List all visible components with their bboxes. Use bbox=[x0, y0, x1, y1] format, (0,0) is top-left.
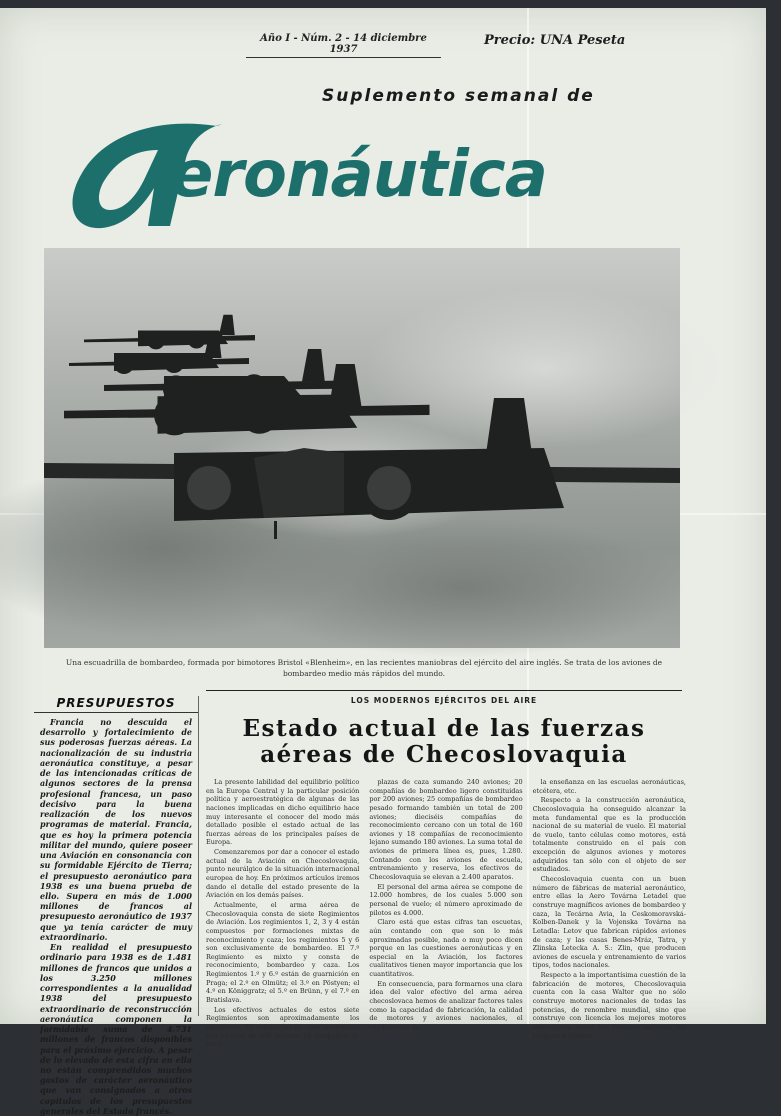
bomber-squadron-image bbox=[44, 248, 680, 648]
bomber-photo bbox=[44, 248, 680, 648]
sidebar-paragraph: En realidad el presupuesto ordinario para 1938 es de 1.481 millones de francos que unidos a los 3.250 millones correspondientes a la anualidad 1938 del presupuesto extraordinario de reconstrucción aeronáutica componen la formidable suma de 4.731 millones de francos disponibles para el próximo ejercicio. A pesar de lo elevado de esta cifra en ella no están comprendidos muchos gastos de carácter aeronáutico que van consignados a otros capítulos de los presupuestos generales del Estado francés. bbox=[40, 942, 192, 1116]
article-paragraph: En consecuencia, para formarnos una clara idea del valor efectivo del arma aérea checoslovaca hemos de analizar factores tales como la capacidad de fabricación, la calidad de motores y aviones nacionales, el rendimiento de bbox=[369, 979, 523, 1031]
article-column-1 bbox=[206, 778, 360, 1049]
article-column-3 bbox=[532, 778, 686, 1040]
article-paragraph: Respecto a la construcción aeronáutica, Checoslovaquia ha conseguido alcanzar la meta fundamental que es la producción nacional de su material de vuelo. El material de vuelo, tanto células como motores, está totalmente construido en el país con excepción de algunos aviones y motores adquiridos tan sólo con el objeto de ser estudiados. bbox=[532, 796, 686, 874]
article-paragraph: la enseñanza en las escuelas aeronáuticas, etcétera, etc. bbox=[532, 778, 686, 795]
article-paragraph: Actualmente, el arma aérea de Checoslovaquia consta de siete Regimientos de Aviación. Los regimientos 1, 2, 3 y 4 están compuestos por formaciones mixtas de reconocimiento y caza; los regimientos 5 y 6 son exclusivamente de bombardeo. El 7.º Regimiento es mixto y consta de reconocimiento, bombardeo y caza. Los Regimientos 1.º y 6.º están de guarnición en Praga; el 2.º en Olmütz; el 3.º en Pöstyen; el 4.º en Königgratz; el 5.º en Brünn, y el 7.º en Bratislava. bbox=[206, 900, 360, 1005]
price: Precio: UNA Peseta bbox=[484, 33, 626, 48]
issue-info: Año I - Núm. 2 - 14 diciembre 1937 bbox=[246, 33, 441, 58]
article-paragraph: Respecto a la importantísima cuestión de la fabricación de motores, Checoslovaquia cuenta con la casa Walter que no sólo construye motores nacionales de todas las potencias, de renombre mundial, sino que construye con licencia los mejores motores extranjeros, como los Pegasus ingleses, los Hispano y Gnôme- bbox=[532, 971, 686, 1040]
subtitle: Suplemento semanal de bbox=[322, 86, 595, 106]
sidebar-body bbox=[34, 717, 198, 1116]
section-title: LOS MODERNOS EJÉRCITOS DEL AIRE bbox=[350, 696, 538, 705]
masthead-title: eronáutica bbox=[170, 138, 547, 212]
newspaper-page bbox=[0, 8, 766, 1116]
article-headline bbox=[206, 716, 682, 769]
article-paragraph: La presente labilidad del equilibrio político en la Europa Central y la particular posición política y aeroestratégica de algunas de las naciones implicadas en dicho equilibrio hace muy interesante el conocer del modo más detallado posible el estado actual de las fuerzas aéreas de los principales países de Europa. bbox=[206, 778, 360, 847]
headline-line-2: aéreas de Checoslovaquia bbox=[260, 741, 628, 769]
photo-caption: Una escuadrilla de bombardeo, formada por bimotores Bristol «Blenheim», en las recientes maniobras del ejército del aire inglés. Se trata de los aviones de bombardeo medio más rápidos del mundo. bbox=[65, 658, 663, 678]
sidebar-title: PRESUPUESTOS bbox=[34, 696, 198, 713]
section-rule bbox=[206, 690, 682, 691]
article-paragraph: Checoslovaquia cuenta con un buen número de fábricas de material aeronáutico, entre ellas la Aero Továrna Letadel que construye magníficos aviones de bombardeo y caza, la Tecárna Avia, la Ceskomoravská-Kolben-Danek y la Vojenska Továrna na Letadla: Letov que fabrican rápidos aviones de caza; y las casas Benes-Mráz, Tatra, y Zlinska Letecka A. S.: Zlin, que producen aviones de escuela y entrenamiento de varios tipos, todos nacionales. bbox=[532, 875, 686, 970]
sidebar-column bbox=[34, 696, 199, 1116]
headline-line-1: Estado actual de las fuerzas bbox=[242, 715, 646, 742]
article-column-2 bbox=[369, 778, 523, 1031]
article-paragraph: El personal del arma aérea se compone de 12.000 hombres, de los cuales 5.000 son personal de vuelo; el número aproximado de pilotos es 4.000. bbox=[369, 882, 523, 917]
article-columns bbox=[206, 778, 686, 1049]
article-paragraph: Comenzaremos por dar a conocer el estado actual de la Aviación en Checoslovaquia, punto neurálgico de la situación internacional europea de hoy. En próximos artículos iremos dando el detalle del estado presente de la Aviación en los demás países. bbox=[206, 848, 360, 900]
sidebar-paragraph: Francia no descuida el desarrollo y fortalecimiento de sus poderosas fuerzas aéreas. La nacionalización de su industria aeronáutica constituye, a pesar de las intencionadas críticas de algunos sectores de la prensa profesional francesa, un paso decisivo para la buena realización de los nuevos programas de material. Francia, que es hoy la primera potencia militar del mundo, quiere poseer una Aviación en consonancia con su formidable Ejército de Tierra; el presupuesto aeronáutico para 1938 es una buena prueba de ello. Supera en más de 1.000 millones de francos al presupuesto aeronáutico de 1937 que ya tenía carácter de muy extraordinario. bbox=[40, 717, 192, 942]
article-paragraph: Los efectivos actuales de estos siete Regimientos son aproximadamente los siguientes: 25 compañías de caza monoplaza con un total de 300 aviones; 16 compañías de multi- bbox=[206, 1005, 360, 1049]
article-paragraph: plazas de caza sumando 240 aviones; 20 compañías de bombardeo ligero constituidas por 200 aviones; 25 compañías de bombardeo pesado formando también un total de 200 aviones; dieciséis compañías de reconocimiento cercano con un total de 160 aviones y 18 compañías de reconocimiento lejano sumando 180 aviones. La suma total de aviones de primera línea es, pues, 1.280. Contando con los aviones de escuela, entrenamiento y reserva, los efectivos de Checoslovaquia se elevan a 2.400 aparatos. bbox=[369, 778, 523, 882]
masthead bbox=[62, 118, 662, 243]
article-paragraph: Claro está que estas cifras tan escuetas, aún contando con que son lo más aproximadas posible, nada o muy poco dicen porque en las cuestiones aeronáuticas y en especial en la Aviación, los factores cualitativos tienen mayor importancia que los cuantitativos. bbox=[369, 918, 523, 979]
